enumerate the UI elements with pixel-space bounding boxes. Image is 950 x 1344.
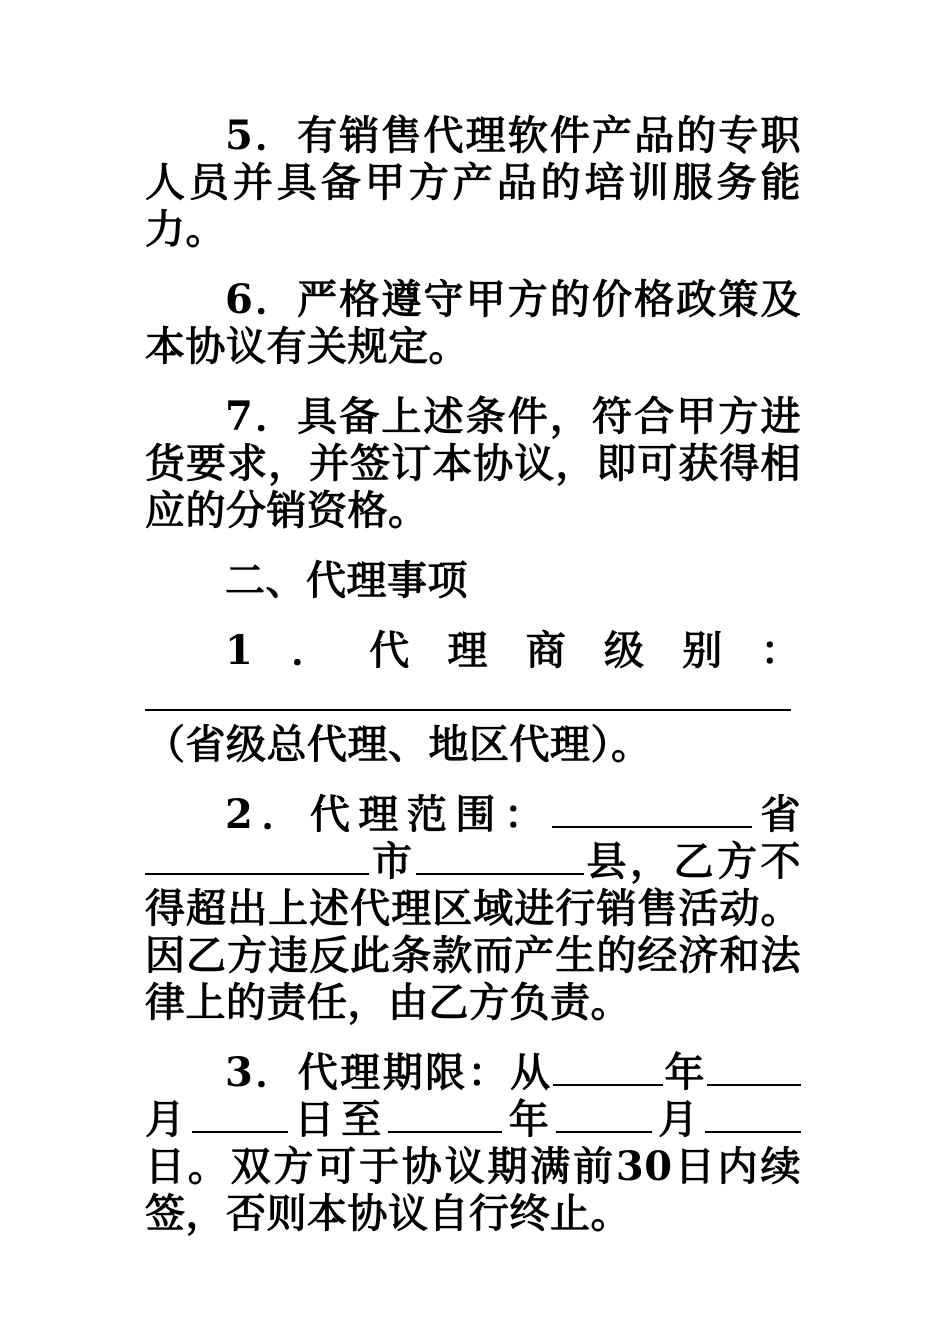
start-year-label: 年 [662,1049,707,1096]
paragraph-agency-term [145,1049,801,1237]
paragraph-agency-scope [145,791,801,1026]
paragraph-item-6: 6．严格遵守甲方的价格政策及本协议有关规定。 [145,276,801,370]
end-day-blank [705,1097,801,1133]
province-blank [552,792,752,828]
start-day-to-label: 日至 [287,1096,389,1143]
paragraph-agent-level [145,627,801,768]
start-month-blank [707,1050,801,1086]
start-day-blank [192,1097,288,1133]
end-month-label: 月 [651,1096,705,1143]
agent-level-blank-1 [145,675,431,711]
agent-level-label: 1．代理商级别： [225,627,801,674]
document-page [145,112,801,1260]
city-label: 市 [369,838,416,885]
agency-term-text: 日。双方可于协议期满前30日内续签，否则本协议自行终止。 [145,1143,801,1237]
agent-level-options: （省级总代理、地区代理）。 [145,721,652,768]
start-month-label: 月 [145,1096,192,1143]
city-blank-b [219,839,369,875]
paragraph-item-5: 5．有销售代理软件产品的专职人员并具备甲方产品的培训服务能力。 [145,112,801,253]
end-year-label: 年 [502,1096,556,1143]
agency-term-label: 3．代理期限：从 [225,1049,553,1096]
start-year-blank [553,1050,663,1086]
agency-scope-text: 县，乙方不得超出上述代理区域进行销售活动。因乙方违反此条款而产生的经济和法律上的责任，由乙方负责。 [145,838,801,1026]
section-heading-agency-matters: 二、代理事项 [225,557,468,604]
end-year-blank [388,1097,502,1133]
agent-level-blank-2 [431,675,791,711]
city-blank-a [145,839,219,875]
end-month-blank [556,1097,652,1133]
agency-scope-label: 2．代理范围： [225,791,553,838]
county-blank [416,839,584,875]
paragraph-item-7: 7．具备上述条件，符合甲方进货要求，并签订本协议，即可获得相应的分销资格。 [145,393,801,534]
province-label: 省 [752,791,801,838]
